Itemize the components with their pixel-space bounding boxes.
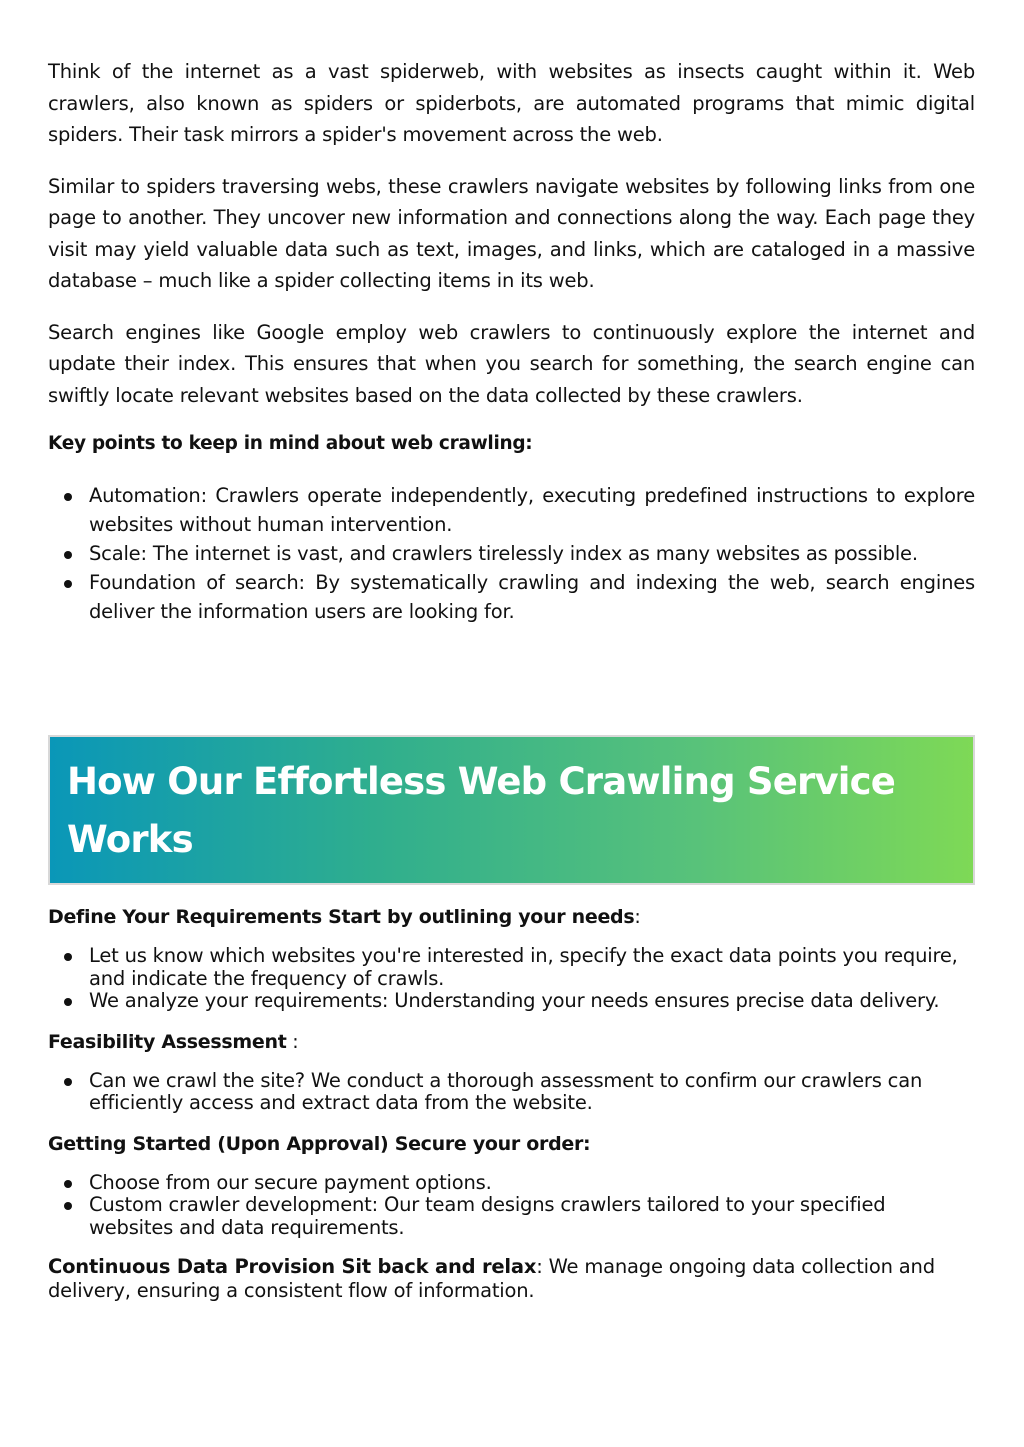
define-item-1: Let us know which websites you're interested in, specify the exact data points you require, and indicate the frequency of crawls. (48, 945, 975, 990)
key-point-scale: Scale: The internet is vast, and crawlers tirelessly index as many websites as possible. (48, 539, 975, 568)
key-points-list (48, 481, 975, 626)
banner-title-line-1: How Our Effortless Web Crawling Service (67, 760, 896, 803)
getting-started-heading (48, 1131, 975, 1158)
define-heading (48, 904, 975, 931)
feasibility-item-1: Can we crawl the site? We conduct a thorough assessment to confirm our crawlers can efficiently access and extract data from the website. (48, 1070, 975, 1115)
continuous-text: : We manage ongoing data collection and delivery, ensuring a consistent flow of information. (48, 1255, 935, 1302)
getting-started-item-2: Custom crawler development: Our team designs crawlers tailored to your specified websites and data requirements. (48, 1194, 975, 1239)
define-heading-suffix: : (634, 906, 641, 928)
intro-paragraph-2: Similar to spiders traversing webs, these crawlers navigate websites by following links from one page to another. They uncover new information and connections along the way. Each page they visit may yield valuable data such as text, images, and links, which are cataloged in a massive database – much like a spider collecting items in its web. (48, 174, 975, 292)
banner-title (67, 753, 947, 869)
define-list (48, 945, 975, 1013)
continuous-paragraph (48, 1255, 975, 1303)
intro-paragraph-1: Think of the internet as a vast spiderweb, with websites as insects caught within it. Web crawlers, also known as spiders or spiderbots, are automated programs that mimic digital spiders. Their task mirrors a spider's movement across the web. (48, 60, 975, 146)
define-item-2: We analyze your requirements: Understanding your needs ensures precise data delivery. (48, 990, 975, 1013)
intro-section (48, 56, 975, 626)
feasibility-heading (48, 1029, 975, 1056)
section-banner (48, 735, 975, 885)
intro-paragraph-3: Search engines like Google employ web crawlers to continuously explore the internet and update their index. This ensures that when you search for something, the search engine can swiftly locate relevant websites based on the data collected by these crawlers. (48, 320, 975, 407)
getting-started-heading-bold: Getting Started (Upon Approval) Secure your order: (48, 1132, 591, 1155)
steps-section (48, 904, 975, 1303)
feasibility-list (48, 1070, 975, 1115)
feasibility-heading-bold: Feasibility Assessment (48, 1030, 287, 1053)
key-points-heading: Key points to keep in mind about web crawling: (48, 433, 533, 454)
continuous-heading-bold: Continuous Data Provision Sit back and relax (48, 1255, 537, 1278)
banner-title-line-2: Works (67, 818, 193, 861)
getting-started-list (48, 1172, 975, 1240)
key-point-automation: Automation: Crawlers operate independently, executing predefined instructions to explore websites without human intervention. (48, 481, 975, 539)
define-heading-bold: Define Your Requirements Start by outlining your needs (48, 906, 635, 928)
getting-started-item-1: Choose from our secure payment options. (48, 1172, 975, 1195)
feasibility-heading-suffix: : (286, 1030, 299, 1053)
key-point-foundation: Foundation of search: By systematically crawling and indexing the web, search engines deliver the information users are looking for. (48, 568, 975, 626)
